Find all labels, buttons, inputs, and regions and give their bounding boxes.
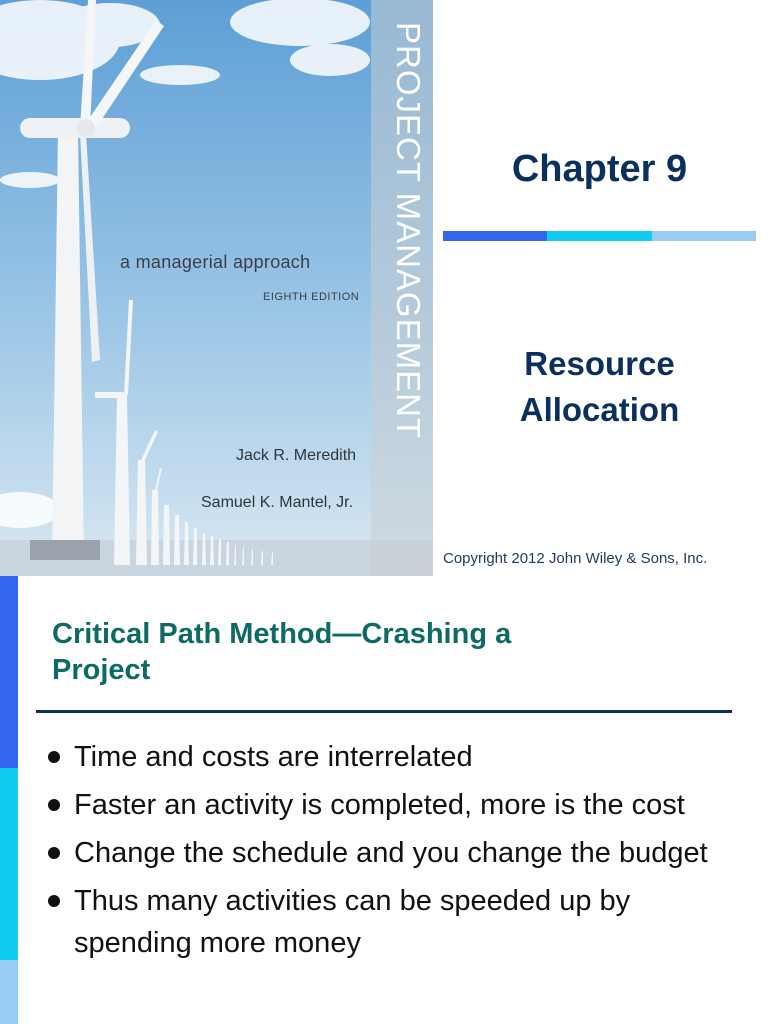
bullet-item: Thus many activities can be speeded up by spending more money	[46, 880, 746, 964]
chapter-subtitle-line-1: Resource	[524, 345, 675, 382]
slide-title	[52, 616, 732, 688]
wind-turbine-photo	[0, 0, 433, 576]
cover-author-1: Jack R. Meredith	[236, 447, 357, 464]
slide-title-line-2: Project	[52, 654, 151, 686]
accent-bar-3	[652, 231, 756, 241]
slide-title-line-1: Critical Path Method—Crashing a	[52, 618, 512, 650]
bullet-item: Change the schedule and you change the budget	[46, 832, 746, 874]
accent-bar-1	[443, 231, 547, 241]
cover-subtitle: a managerial approach	[120, 252, 311, 272]
cover-author-2: Samuel K. Mantel, Jr.	[201, 494, 354, 511]
chapter-title: Chapter 9	[511, 148, 688, 190]
book-cover	[0, 0, 433, 576]
side-strip-1	[0, 576, 18, 768]
accent-bars	[443, 231, 756, 241]
cover-edition: EIGHTH EDITION	[263, 291, 360, 303]
chapter-subtitle	[443, 341, 756, 433]
copyright-notice: Copyright 2012 John Wiley & Sons, Inc.	[443, 550, 708, 567]
content-slide	[0, 576, 768, 1024]
side-strip-3	[0, 960, 18, 1024]
accent-bar-2	[547, 231, 651, 241]
title-divider	[36, 710, 732, 713]
bullet-item: Faster an activity is completed, more is the cost	[46, 784, 746, 826]
bullet-list	[46, 736, 746, 970]
side-strip-2	[0, 768, 18, 960]
cover-book-title: PROJECT MANAGEMENT	[390, 22, 427, 440]
chapter-subtitle-line-2: Allocation	[519, 391, 680, 428]
bullet-item: Time and costs are interrelated	[46, 736, 746, 778]
